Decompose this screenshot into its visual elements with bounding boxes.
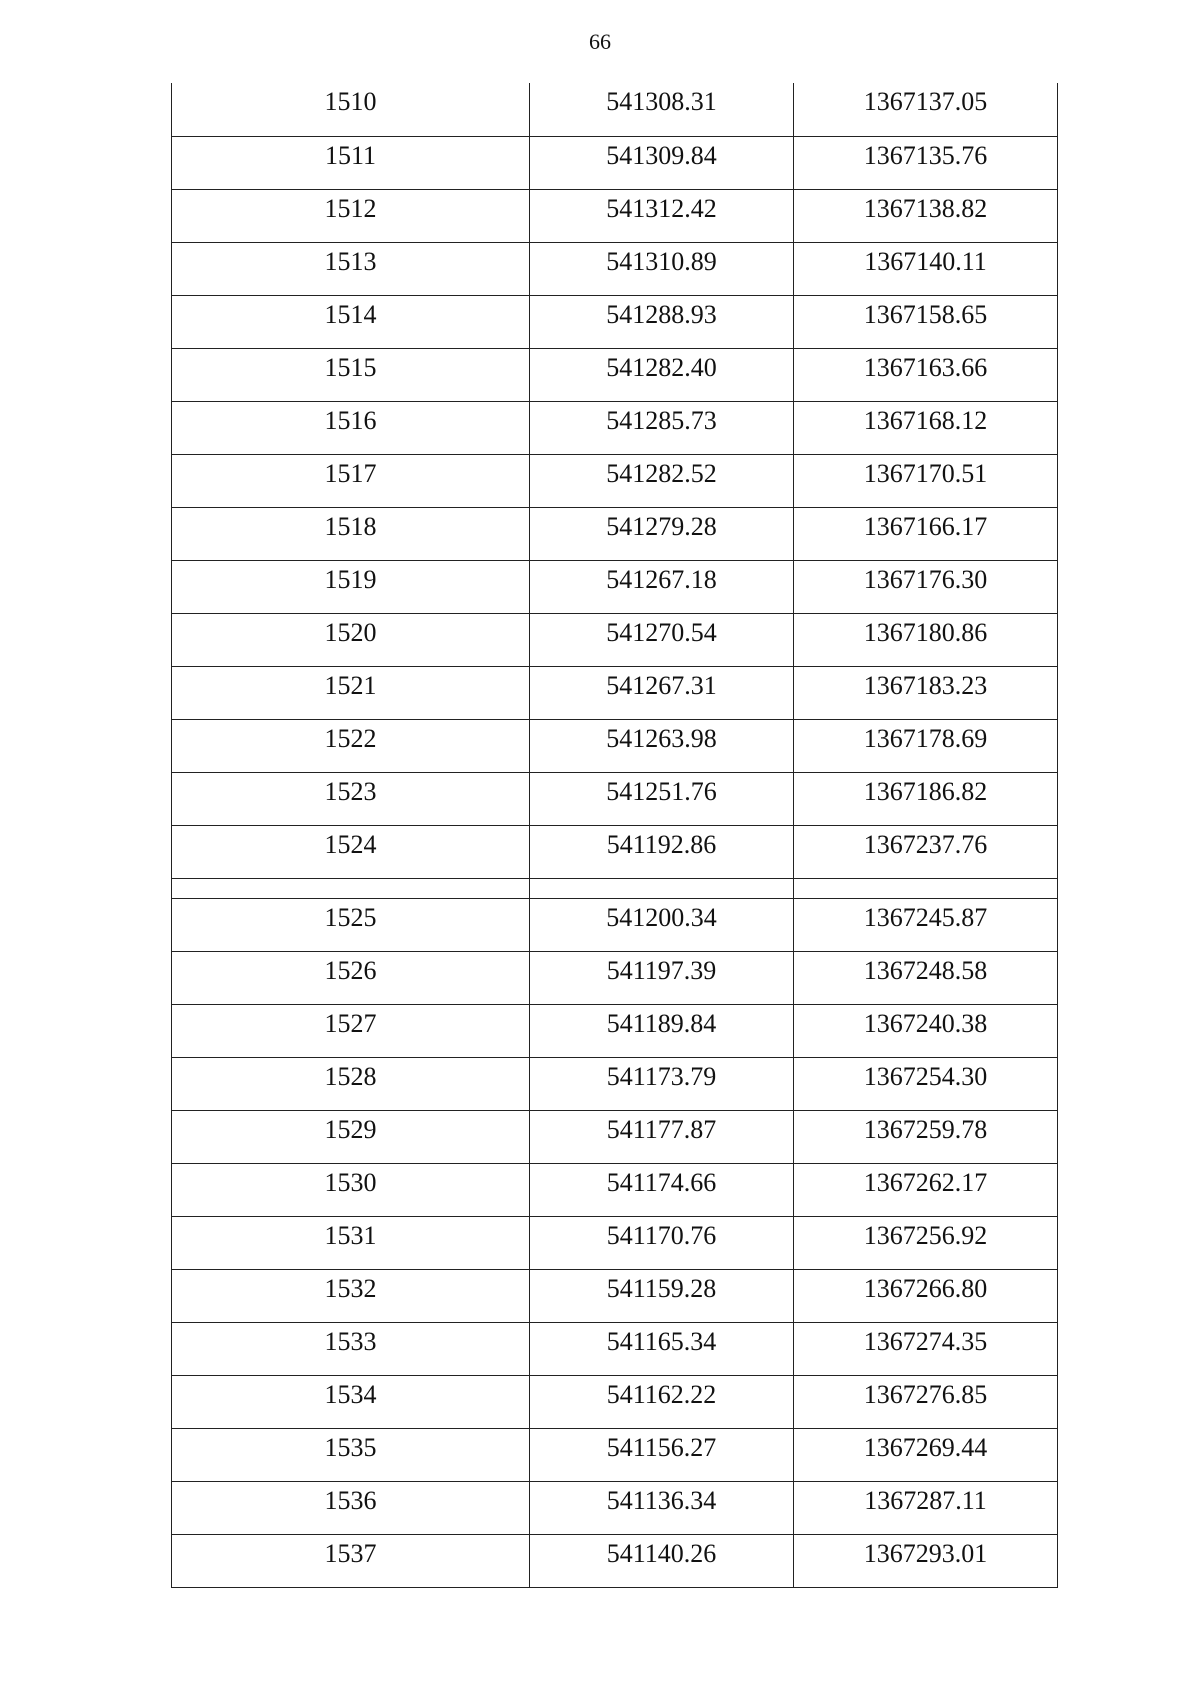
- y-coordinate-cell: 1367274.35: [794, 1322, 1058, 1375]
- x-coordinate-cell: 541263.98: [530, 719, 794, 772]
- table-row: [172, 666, 1058, 719]
- x-coordinate-cell: 541159.28: [530, 1269, 794, 1322]
- point-number-cell: 1525: [172, 898, 530, 951]
- point-number-cell: 1530: [172, 1163, 530, 1216]
- point-number-cell: 1531: [172, 1216, 530, 1269]
- x-coordinate-cell: 541270.54: [530, 613, 794, 666]
- table-row: [172, 1269, 1058, 1322]
- y-coordinate-cell: 1367259.78: [794, 1110, 1058, 1163]
- x-coordinate-cell: 541267.31: [530, 666, 794, 719]
- table-row: [172, 1057, 1058, 1110]
- point-number-cell: 1515: [172, 348, 530, 401]
- point-number-cell: 1533: [172, 1322, 530, 1375]
- point-number-cell: 1510: [172, 83, 530, 136]
- point-number-cell: 1529: [172, 1110, 530, 1163]
- point-number-cell: 1523: [172, 772, 530, 825]
- point-number-cell: 1516: [172, 401, 530, 454]
- table-row: [172, 613, 1058, 666]
- table-row: [172, 242, 1058, 295]
- table-row: [172, 772, 1058, 825]
- table-row: [172, 1481, 1058, 1534]
- x-coordinate-cell: 541309.84: [530, 136, 794, 189]
- point-number-cell: 1528: [172, 1057, 530, 1110]
- y-coordinate-cell: 1367245.87: [794, 898, 1058, 951]
- table-row: [172, 454, 1058, 507]
- x-coordinate-cell: 541267.18: [530, 560, 794, 613]
- table-row: [172, 348, 1058, 401]
- empty-cell: [172, 878, 530, 898]
- x-coordinate-cell: 541312.42: [530, 189, 794, 242]
- y-coordinate-cell: 1367137.05: [794, 83, 1058, 136]
- table-row: [172, 401, 1058, 454]
- point-number-cell: 1519: [172, 560, 530, 613]
- y-coordinate-cell: 1367178.69: [794, 719, 1058, 772]
- y-coordinate-cell: 1367168.12: [794, 401, 1058, 454]
- y-coordinate-cell: 1367287.11: [794, 1481, 1058, 1534]
- x-coordinate-cell: 541136.34: [530, 1481, 794, 1534]
- table-row: [172, 1534, 1058, 1587]
- x-coordinate-cell: 541192.86: [530, 825, 794, 878]
- point-number-cell: 1534: [172, 1375, 530, 1428]
- table-row: [172, 951, 1058, 1004]
- y-coordinate-cell: 1367138.82: [794, 189, 1058, 242]
- table-row: [172, 898, 1058, 951]
- y-coordinate-cell: 1367180.86: [794, 613, 1058, 666]
- x-coordinate-cell: 541162.22: [530, 1375, 794, 1428]
- table-row: [172, 136, 1058, 189]
- point-number-cell: 1517: [172, 454, 530, 507]
- table-row: [172, 1216, 1058, 1269]
- table-row: [172, 1375, 1058, 1428]
- point-number-cell: 1511: [172, 136, 530, 189]
- y-coordinate-cell: 1367276.85: [794, 1375, 1058, 1428]
- y-coordinate-cell: 1367266.80: [794, 1269, 1058, 1322]
- point-number-cell: 1526: [172, 951, 530, 1004]
- x-coordinate-cell: 541310.89: [530, 242, 794, 295]
- empty-cell: [794, 878, 1058, 898]
- point-number-cell: 1522: [172, 719, 530, 772]
- coordinates-table-body: [172, 83, 1058, 1587]
- y-coordinate-cell: 1367163.66: [794, 348, 1058, 401]
- x-coordinate-cell: 541288.93: [530, 295, 794, 348]
- x-coordinate-cell: 541285.73: [530, 401, 794, 454]
- point-number-cell: 1527: [172, 1004, 530, 1057]
- table-row: [172, 507, 1058, 560]
- y-coordinate-cell: 1367248.58: [794, 951, 1058, 1004]
- table-row: [172, 1163, 1058, 1216]
- y-coordinate-cell: 1367237.76: [794, 825, 1058, 878]
- table-row: [172, 1110, 1058, 1163]
- point-number-cell: 1514: [172, 295, 530, 348]
- y-coordinate-cell: 1367256.92: [794, 1216, 1058, 1269]
- point-number-cell: 1532: [172, 1269, 530, 1322]
- y-coordinate-cell: 1367254.30: [794, 1057, 1058, 1110]
- y-coordinate-cell: 1367140.11: [794, 242, 1058, 295]
- point-number-cell: 1512: [172, 189, 530, 242]
- table-gap-row: [172, 878, 1058, 898]
- y-coordinate-cell: 1367135.76: [794, 136, 1058, 189]
- x-coordinate-cell: 541173.79: [530, 1057, 794, 1110]
- point-number-cell: 1537: [172, 1534, 530, 1587]
- x-coordinate-cell: 541197.39: [530, 951, 794, 1004]
- point-number-cell: 1513: [172, 242, 530, 295]
- table-row: [172, 825, 1058, 878]
- x-coordinate-cell: 541177.87: [530, 1110, 794, 1163]
- table-row: [172, 83, 1058, 136]
- x-coordinate-cell: 541140.26: [530, 1534, 794, 1587]
- table-row: [172, 1322, 1058, 1375]
- empty-cell: [530, 878, 794, 898]
- table-row: [172, 1004, 1058, 1057]
- y-coordinate-cell: 1367186.82: [794, 772, 1058, 825]
- x-coordinate-cell: 541308.31: [530, 83, 794, 136]
- point-number-cell: 1536: [172, 1481, 530, 1534]
- x-coordinate-cell: 541174.66: [530, 1163, 794, 1216]
- y-coordinate-cell: 1367240.38: [794, 1004, 1058, 1057]
- point-number-cell: 1518: [172, 507, 530, 560]
- x-coordinate-cell: 541251.76: [530, 772, 794, 825]
- point-number-cell: 1520: [172, 613, 530, 666]
- x-coordinate-cell: 541279.28: [530, 507, 794, 560]
- y-coordinate-cell: 1367166.17: [794, 507, 1058, 560]
- y-coordinate-cell: 1367170.51: [794, 454, 1058, 507]
- y-coordinate-cell: 1367183.23: [794, 666, 1058, 719]
- point-number-cell: 1521: [172, 666, 530, 719]
- y-coordinate-cell: 1367262.17: [794, 1163, 1058, 1216]
- x-coordinate-cell: 541170.76: [530, 1216, 794, 1269]
- table-row: [172, 719, 1058, 772]
- x-coordinate-cell: 541282.52: [530, 454, 794, 507]
- y-coordinate-cell: 1367293.01: [794, 1534, 1058, 1587]
- table-row: [172, 295, 1058, 348]
- y-coordinate-cell: 1367176.30: [794, 560, 1058, 613]
- page-number: 66: [589, 29, 611, 54]
- table-row: [172, 560, 1058, 613]
- x-coordinate-cell: 541156.27: [530, 1428, 794, 1481]
- point-number-cell: 1524: [172, 825, 530, 878]
- y-coordinate-cell: 1367269.44: [794, 1428, 1058, 1481]
- coordinates-table: [171, 83, 1058, 1588]
- table-row: [172, 189, 1058, 242]
- x-coordinate-cell: 541200.34: [530, 898, 794, 951]
- x-coordinate-cell: 541165.34: [530, 1322, 794, 1375]
- x-coordinate-cell: 541189.84: [530, 1004, 794, 1057]
- y-coordinate-cell: 1367158.65: [794, 295, 1058, 348]
- table-row: [172, 1428, 1058, 1481]
- x-coordinate-cell: 541282.40: [530, 348, 794, 401]
- point-number-cell: 1535: [172, 1428, 530, 1481]
